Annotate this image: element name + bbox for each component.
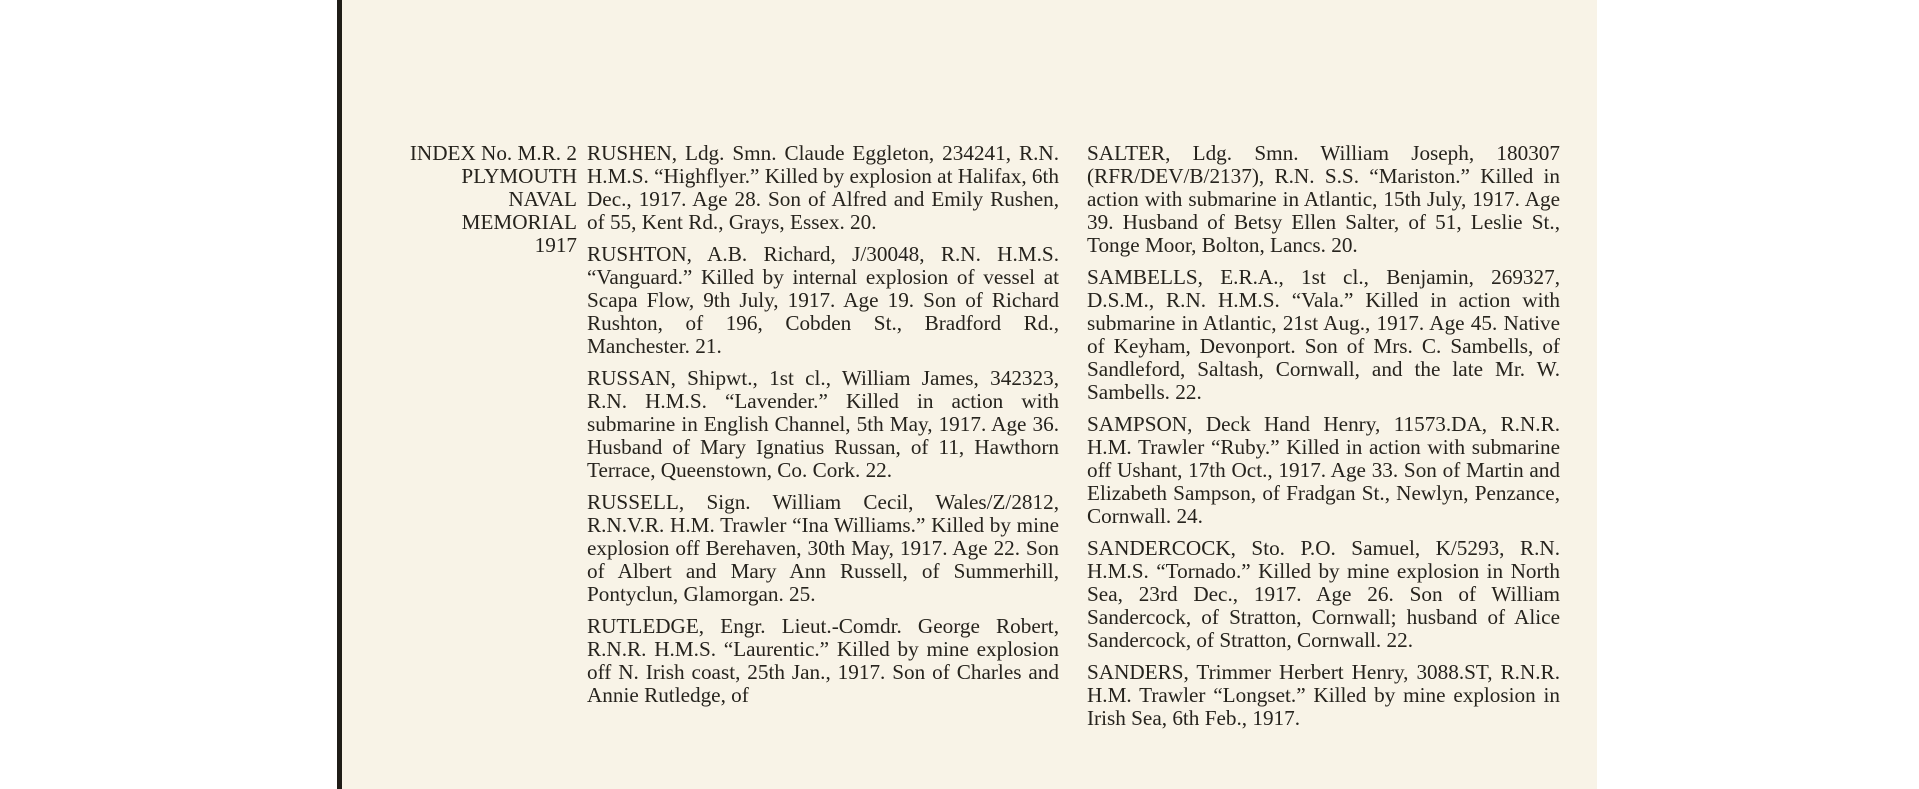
- entry-sandercock: SANDERCOCK, Sto. P.O. Samuel, K/5293, R.N. H.M.S. “Tornado.” Killed by mine explosion in North Sea, 23rd Dec., 1917. Age 26. Son of William Sandercock, of Stratton, Cornwall; husband of Alice Sandercock, of Stratton, Cornwall. 22.: [1087, 536, 1560, 652]
- entry-sampson: SAMPSON, Deck Hand Henry, 11573.DA, R.N.R. H.M. Trawler “Ruby.” Killed in action with submarine off Ushant, 17th Oct., 1917. Age 33. Son of Martin and Elizabeth Sampson, of Fradgan St., Newlyn, Penzance, Cornwall. 24.: [1087, 412, 1560, 528]
- memorial-year: 1917: [534, 233, 577, 257]
- index-number: INDEX No. M.R. 2: [409, 141, 577, 165]
- entry-rushton: RUSHTON, A.B. Richard, J/30048, R.N. H.M.S. “Vanguard.” Killed by internal explosion of vessel at Scapa Flow, 9th July, 1917. Age 19. Son of Richard Rushton, of 196, Cobden St., Bradford Rd., Manchester. 21.: [587, 242, 1059, 358]
- entry-sambells: SAMBELLS, E.R.A., 1st cl., Benjamin, 269327, D.S.M., R.N. H.M.S. “Vala.” Killed in action with submarine in Atlantic, 21st Aug., 1917. Age 45. Native of Keyham, Devonport. Son of Mrs. C. Sambells, of Sandleford, Saltash, Cornwall, and the late Mr. W. Sambells. 22.: [1087, 265, 1560, 404]
- entries-column-left: [587, 142, 1059, 716]
- entry-russan: RUSSAN, Shipwt., 1st cl., William James, 342323, R.N. H.M.S. “Lavender.” Killed in action with submarine in English Channel, 5th May, 1917. Age 36. Husband of Mary Ignatius Russan, of 11, Hawthorn Terrace, Queenstown, Co. Cork. 22.: [587, 366, 1059, 482]
- entry-sanders: SANDERS, Trimmer Herbert Henry, 3088.ST, R.N.R. H.M. Trawler “Longset.” Killed by mine explosion in Irish Sea, 6th Feb., 1917.: [1087, 660, 1560, 730]
- entries-column-right: [1087, 142, 1560, 739]
- memorial-register-page: [337, 0, 1597, 789]
- entry-russell: RUSSELL, Sign. William Cecil, Wales/Z/2812, R.N.V.R. H.M. Trawler “Ina Williams.” Killed by mine explosion off Berehaven, 30th May, 1917. Age 22. Son of Albert and Mary Ann Russell, of Summerhill, Pontyclun, Glamorgan. 25.: [587, 490, 1059, 606]
- entry-rutledge: RUTLEDGE, Engr. Lieut.-Comdr. George Robert, R.N.R. H.M.S. “Laurentic.” Killed by mine explosion off N. Irish coast, 25th Jan., 1917. Son of Charles and Annie Rutledge, of: [587, 614, 1059, 707]
- index-margin-heading: [377, 142, 577, 257]
- entry-salter: SALTER, Ldg. Smn. William Joseph, 180307 (RFR/DEV/B/2137), R.N. S.S. “Mariston.” Killed in action with submarine in Atlantic, 15th July, 1917. Age 39. Husband of Betsy Ellen Salter, of 51, Leslie St., Tonge Moor, Bolton, Lancs. 20.: [1087, 141, 1560, 257]
- memorial-location: PLYMOUTH: [461, 164, 577, 188]
- memorial-type: NAVAL: [508, 187, 577, 211]
- entry-rushen: RUSHEN, Ldg. Smn. Claude Eggleton, 234241, R.N. H.M.S. “Highflyer.” Killed by explosion at Halifax, 6th Dec., 1917. Age 28. Son of Alfred and Emily Rushen, of 55, Kent Rd., Grays, Essex. 20.: [587, 141, 1059, 234]
- memorial-label: MEMORIAL: [461, 210, 577, 234]
